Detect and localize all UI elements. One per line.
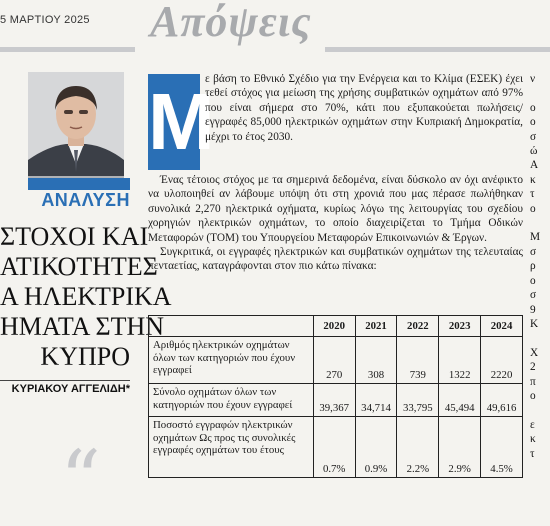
table-row <box>149 384 523 417</box>
column-fragment-line: ο <box>530 101 536 114</box>
column-fragment-line: ο <box>530 202 536 215</box>
table-corner-cell <box>149 316 314 337</box>
headline-line: ΣΤΟΧΟΙ ΚΑΙ <box>0 222 149 251</box>
author-photo <box>28 72 124 178</box>
year-header: 2022 <box>397 316 439 337</box>
table-row <box>149 337 523 384</box>
column-fragment-line: π <box>530 375 536 388</box>
column-fragment-line: ο <box>530 389 536 402</box>
table-cell: 2.9% <box>439 417 481 478</box>
headline-line: ΗΜΑΤΑ ΣΤΗΝ <box>0 312 165 341</box>
table-cell: 34,714 <box>355 384 397 417</box>
column-fragment-line: τ <box>530 188 535 201</box>
table-cell: 0.9% <box>355 417 397 478</box>
next-column-fragment <box>530 72 550 461</box>
row-label: Σύνολο οχημάτων όλων των κατηγοριών που έχουν εγγραφεί <box>149 384 314 417</box>
year-header: 2021 <box>355 316 397 337</box>
column-fragment-line: κ <box>530 433 536 446</box>
header-rule-right <box>325 47 550 52</box>
column-fragment-line <box>530 331 550 345</box>
table-cell: 0.7% <box>313 417 355 478</box>
column-fragment-line: κ <box>530 173 536 186</box>
column-fragment-line: Κ <box>530 317 539 330</box>
article-paragraph: Συγκριτικά, οι εγγραφές ηλεκτρικών και συμβατικών οχημάτων της τελευταίας πενταετίας, καταγράφονται στον πιο κάτω πίνακα: <box>148 246 523 273</box>
table-cell: 270 <box>313 337 355 384</box>
table-cell: 33,795 <box>397 384 439 417</box>
column-fragment-line: ο <box>530 274 536 287</box>
table-header-row <box>149 316 523 337</box>
drop-cap: Μ <box>148 74 200 170</box>
table-cell: 2220 <box>481 337 523 384</box>
row-label: Ποσοστό εγγραφών ηλεκτρικών οχημάτων Ως προς τις συνολικές εγγραφές οχημάτων του έτους <box>149 417 314 478</box>
column-fragment-line: Μ <box>530 231 541 244</box>
section-title: Απόψεις <box>150 0 312 46</box>
article-lead: ε βάση το Εθνικό Σχέδιο για την Ενέργεια και το Κλίμα (ΕΣΕΚ) έχει τεθεί στόχος για μείωση της χρήσης συμβατικών οχημάτων από 97% που είναι σήμερα στο 70%, κάτι που εξυπακούεται πωλήσεις/εγγραφές 85,000 ηλεκτρικών οχημάτων στην Κυπριακή Δημοκρατία, μέχρι το έτος 2030. <box>205 73 523 143</box>
column-fragment-line <box>530 216 550 230</box>
headline-line: ΑΤΙΚΟΤΗΤΕΣ <box>0 252 158 281</box>
table-cell: 49,616 <box>481 384 523 417</box>
column-fragment-line: ε <box>530 418 535 431</box>
table-cell: 739 <box>397 337 439 384</box>
issue-date: 5 ΜΑΡΤΙΟΥ 2025 <box>0 14 90 26</box>
headline-line: Α ΗΛΕΚΤΡΙΚΑ <box>0 282 172 311</box>
column-fragment-line: τ <box>530 447 535 460</box>
column-fragment-line: 9 <box>530 303 536 316</box>
column-fragment-line: σ <box>530 245 537 258</box>
table-cell: 45,494 <box>439 384 481 417</box>
column-fragment-line: σ <box>530 289 537 302</box>
column-fragment-line: ο <box>530 116 536 129</box>
byline: ΚΥΡΙΑΚΟΥ ΑΓΓΕΛΙΔΗ* <box>0 380 130 395</box>
year-header: 2020 <box>313 316 355 337</box>
ev-registrations-table <box>148 315 523 478</box>
column-fragment-line: Α <box>530 159 539 172</box>
column-fragment-line <box>530 403 550 417</box>
table-cell: 308 <box>355 337 397 384</box>
year-header: 2024 <box>481 316 523 337</box>
column-fragment-line: ρ <box>530 260 536 273</box>
table-cell: 1322 <box>439 337 481 384</box>
quote-mark-icon: “ <box>60 433 101 526</box>
author-bar <box>28 178 130 190</box>
table-cell: 4.5% <box>481 417 523 478</box>
table-row <box>149 417 523 478</box>
kicker-label: ΑΝΑΛΥΣΗ <box>41 190 130 210</box>
column-fragment-line <box>530 86 550 100</box>
column-fragment-line: ώ <box>530 145 538 158</box>
table-cell: 2.2% <box>397 417 439 478</box>
year-header: 2023 <box>439 316 481 337</box>
headline <box>0 222 172 372</box>
headline-line: ΚΥΠΡΟ <box>40 342 130 371</box>
column-fragment-line: Χ <box>530 346 539 359</box>
column-fragment-line: 2 <box>530 361 536 374</box>
table-cell: 39,367 <box>313 384 355 417</box>
article-body <box>148 173 523 274</box>
row-label: Αριθμός ηλεκτρικών οχημάτων όλων των κατηγοριών που έχουν εγγραφεί <box>149 337 314 384</box>
column-fragment-line: ν <box>530 73 536 85</box>
header-rule-left <box>0 47 135 52</box>
column-fragment-line: σ <box>530 130 537 143</box>
article-paragraph: Ένας τέτοιος στόχος με τα σημερινά δεδομένα, είναι δύσκολο αν όχι ανέφικτο να υλοποιηθεί αν λάβουμε υπόψη ότι στη χρονιά που μας πέρασε πωλήθηκαν συνολικά 2,270 ηλεκτρικά οχήματα, κυρίως λόγω της λειτουργίας του σχεδίου χορηγιών ηλεκτρικών οχημάτων, το οποίο διαχειρίζεται το Τμήμα Οδικών Μεταφορών (ΤΟΜ) του Υπουργείου Μεταφορών Επικοινωνιών & Έργων. <box>148 174 523 244</box>
